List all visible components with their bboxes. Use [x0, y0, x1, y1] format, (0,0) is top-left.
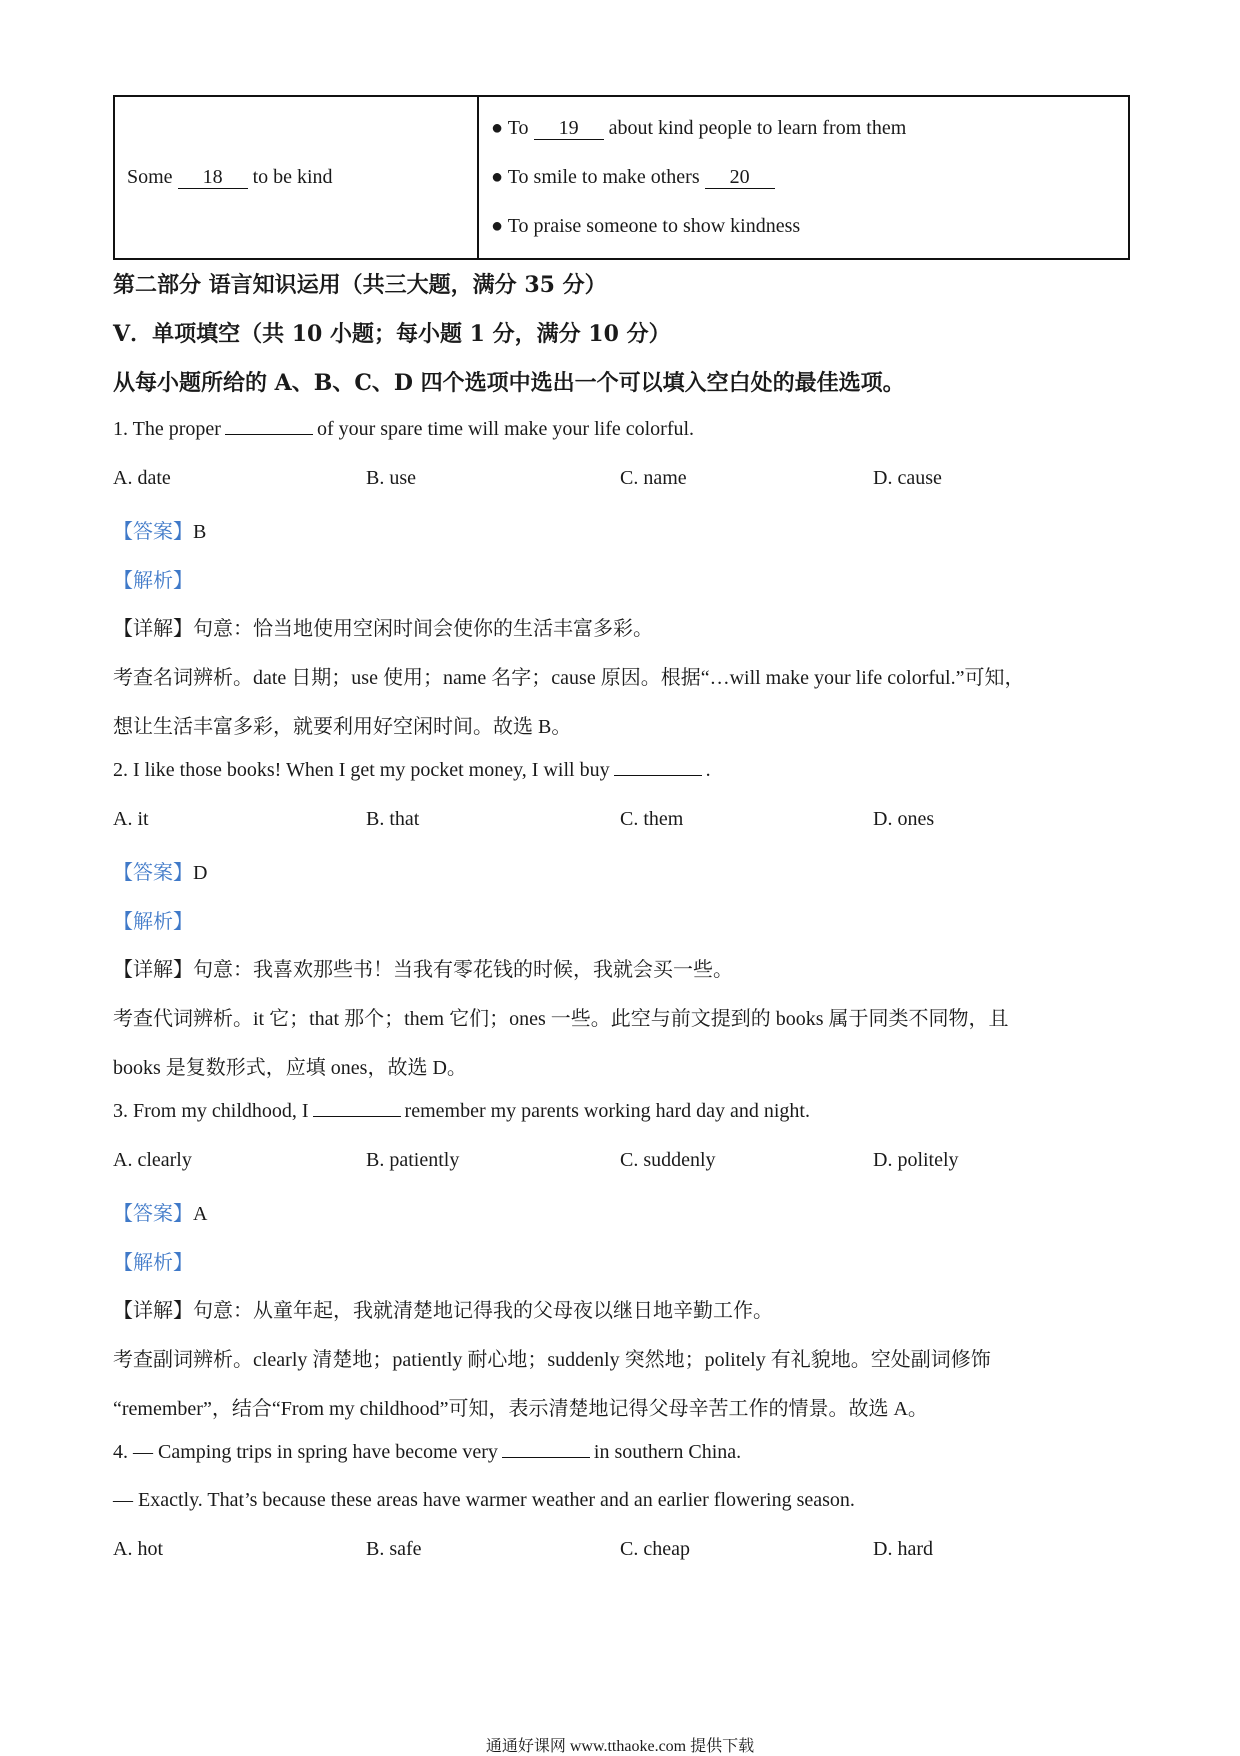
table-right-cell — [478, 96, 1129, 259]
q3-option-d: D. politely — [873, 1149, 959, 1171]
q3-option-a: A. clearly — [113, 1149, 192, 1171]
blank-18: 18 — [178, 166, 248, 189]
q3-option-c: C. suddenly — [620, 1149, 716, 1171]
q2-detail: 【详解】句意：我喜欢那些书！当我有零花钱的时候，我就会买一些。 — [113, 959, 733, 981]
section-v-heading: V．单项填空（共 10 小题；每小题 1 分，满分 10 分） — [113, 321, 671, 347]
table-left-cell: Some 18 to be kind — [114, 96, 478, 259]
q3-analysis-label: 【解析】 — [113, 1252, 193, 1274]
q2-option-b: B. that — [366, 808, 420, 830]
answer-blank — [502, 1456, 590, 1458]
q2-option-d: D. ones — [873, 808, 935, 830]
instruction: 从每小题所给的 A、B、C、D 四个选项中选出一个可以填入空白处的最佳选项。 — [113, 370, 905, 396]
q3-explain-2: “remember”，结合“From my childhood”可知，表示清楚地记得父母辛苦工作的情景。故选 A。 — [113, 1398, 928, 1420]
question-1-stem: 1. The proper of your spare time will make your life colorful. — [113, 418, 695, 440]
table-bullet-3: ● To praise someone to show kindness — [491, 215, 801, 237]
q4-option-d: D. hard — [873, 1538, 933, 1560]
q1-answer: 【答案】B — [113, 521, 207, 543]
q3-answer: 【答案】A — [113, 1203, 208, 1225]
question-2-stem: 2. I like those books! When I get my pocket money, I will buy . — [113, 759, 711, 781]
table-bullet-1: ● To 19 about kind people to learn from them — [491, 117, 907, 139]
page-footer: 通通好课网 www.tthaoke.com 提供下载 — [485, 1738, 755, 1755]
table-bullet-2: ● To smile to make others 20 — [491, 153, 1127, 202]
answer-blank — [225, 433, 313, 435]
question-4-stem: 4. — Camping trips in spring have become very in southern China. — [113, 1441, 742, 1463]
q1-option-d: D. cause — [873, 467, 942, 489]
q2-analysis-label: 【解析】 — [113, 911, 193, 933]
q2-option-c: C. them — [620, 808, 684, 830]
q1-option-a: A. date — [113, 467, 171, 489]
blank-20: 20 — [705, 166, 775, 189]
q2-option-a: A. it — [113, 808, 149, 830]
answer-blank — [614, 774, 702, 776]
q4-option-a: A. hot — [113, 1538, 163, 1560]
q2-answer: 【答案】D — [113, 862, 208, 884]
blank-19: 19 — [534, 117, 604, 140]
q2-explain-2: books 是复数形式，应填 ones，故选 D。 — [113, 1057, 467, 1079]
question-3-stem: 3. From my childhood, I remember my parents working hard day and night. — [113, 1100, 810, 1122]
q1-option-c: C. name — [620, 467, 687, 489]
q4-option-b: B. safe — [366, 1538, 422, 1560]
answer-blank — [313, 1115, 401, 1117]
q1-explain-1: 考查名词辨析。date 日期；use 使用；name 名字；cause 原因。根据“…will make your life colorful.”可知， — [113, 667, 1025, 689]
q3-explain-1: 考查副词辨析。clearly 清楚地；patiently 耐心地；suddenly 突然地；politely 有礼貌地。空处副词修饰 — [113, 1349, 991, 1371]
q1-explain-2: 想让生活丰富多彩，就要利用好空闲时间。故选 B。 — [113, 716, 572, 738]
part2-heading: 第二部分 语言知识运用（共三大题，满分 35 分） — [113, 272, 607, 298]
q3-detail: 【详解】句意：从童年起，我就清楚地记得我的父母夜以继日地辛勤工作。 — [113, 1300, 773, 1322]
question-4-reply: — Exactly. That’s because these areas have warmer weather and an earlier flowering season. — [113, 1489, 855, 1511]
q2-explain-1: 考查代词辨析。it 它；that 那个；them 它们；ones 一些。此空与前文提到的 books 属于同类不同物，且 — [113, 1008, 1009, 1030]
q1-analysis-label: 【解析】 — [113, 570, 193, 592]
q3-option-b: B. patiently — [366, 1149, 460, 1171]
q1-detail: 【详解】句意：恰当地使用空闲时间会使你的生活丰富多彩。 — [113, 618, 653, 640]
blank-table — [113, 95, 1130, 260]
q4-option-c: C. cheap — [620, 1538, 690, 1560]
q1-option-b: B. use — [366, 467, 416, 489]
